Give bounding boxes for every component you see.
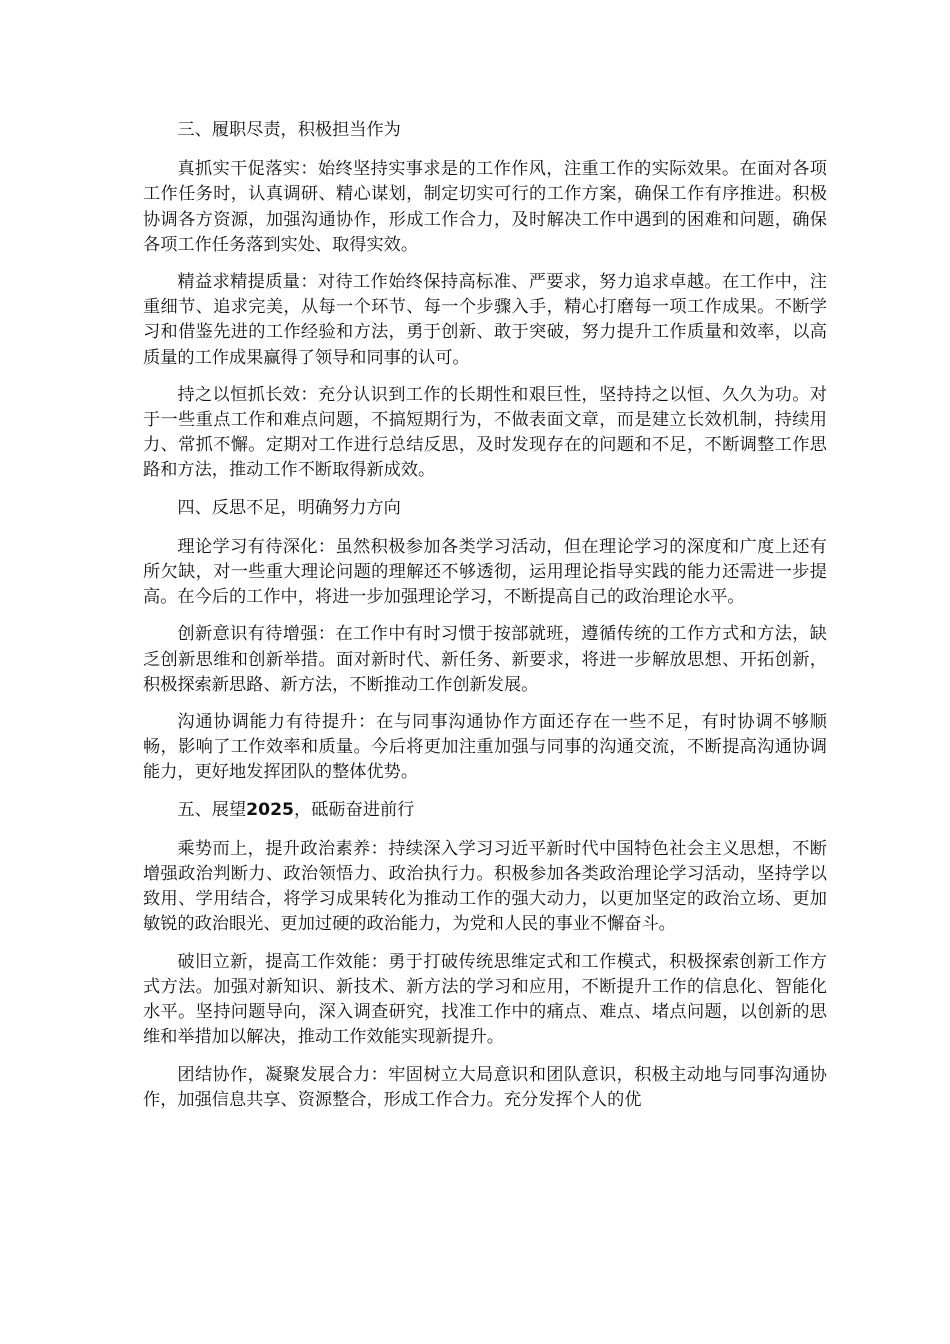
section-3-paragraph-2: 精益求精提质量：对待工作始终保持高标准、严要求，努力追求卓越。在工作中，注重细节、追求完美，从每一个环节、每一个步骤入手，精心打磨每一项工作成果。不断学习和借鉴先进的工作经验和方法，勇于创新、敢于突破，努力提升工作质量和效率，以高质量的工作成果赢得了领导和同事的认可。 — [143, 272, 827, 368]
document-page — [143, 118, 827, 1125]
section-4-heading: 四、反思不足，明确努力方向 — [177, 497, 401, 518]
section-3-paragraph-1: 真抓实干促落实：始终坚持实事求是的工作作风，注重工作的实际效果。在面对各项工作任务时，认真调研、精心谋划，制定切实可行的工作方案，确保工作有序推进。积极协调各方资源，加强沟通协作，形成工作合力，及时解决工作中遇到的困难和问题，确保各项工作任务落到实处、取得实效。 — [143, 159, 827, 255]
section-4-paragraph-3: 沟通协调能力有待提升：在与同事沟通协作方面还存在一些不足，有时协调不够顺畅，影响了工作效率和质量。今后将更加注重加强与同事的沟通交流，不断提高沟通协调能力，更好地发挥团队的整体优势。 — [143, 712, 827, 783]
section-5-heading — [143, 798, 827, 823]
section-5-heading-suffix: ，砥砺奋进前行 — [294, 799, 415, 820]
section-5-heading-year: 2025 — [246, 799, 294, 820]
section-5-paragraph-1: 乘势而上，提升政治素养：持续深入学习习近平新时代中国特色社会主义思想，不断增强政治判断力、政治领悟力、政治执行力。积极参加各类政治理论学习活动，坚持学以致用、学用结合，将学习成果转化为推动工作的强大动力，以更加坚定的政治立场、更加敏锐的政治眼光、更加过硬的政治能力，为党和人民的事业不懈奋斗。 — [143, 838, 827, 935]
section-4-paragraph-1: 理论学习有待深化：虽然积极参加各类学习活动，但在理论学习的深度和广度上还有所欠缺，对一些重大理论问题的理解还不够透彻，运用理论指导实践的能力还需进一步提高。在今后的工作中，将进一步加强理论学习，不断提高自己的政治理论水平。 — [143, 536, 827, 608]
section-3-paragraph-3: 持之以恒抓长效：充分认识到工作的长期性和艰巨性，坚持持之以恒、久久为功。对于一些重点工作和难点问题，不搞短期行为，不做表面文章，而是建立长效机制，持续用力、常抓不懈。定期对工作进行总结反思，及时发现存在的问题和不足，不断调整工作思路和方法，推动工作不断取得新成效。 — [143, 384, 827, 481]
section-5-heading-prefix: 五、展望 — [177, 799, 247, 820]
section-5-paragraph-3: 团结协作，凝聚发展合力：牢固树立大局意识和团队意识，积极主动地与同事沟通协作，加强信息共享、资源整合，形成工作合力。充分发挥个人的优 — [143, 1064, 827, 1110]
section-5-paragraph-2: 破旧立新，提高工作效能：勇于打破传统思维定式和工作模式，积极探索创新工作方式方法。加强对新知识、新技术、新方法的学习和应用，不断提升工作的信息化、智能化水平。坚持问题导向，深入调查研究，找准工作中的痛点、难点、堵点问题，以创新的思维和举措加以解决，推动工作效能实现新提升。 — [143, 951, 827, 1048]
section-4-paragraph-2: 创新意识有待增强：在工作中有时习惯于按部就班，遵循传统的工作方式和方法，缺乏创新思维和创新举措。面对新时代、新任务、新要求，将进一步解放思想、开拓创新，积极探索新思路、新方法，不断推动工作创新发展。 — [143, 624, 827, 695]
section-3-heading: 三、履职尽责，积极担当作为 — [177, 120, 401, 140]
